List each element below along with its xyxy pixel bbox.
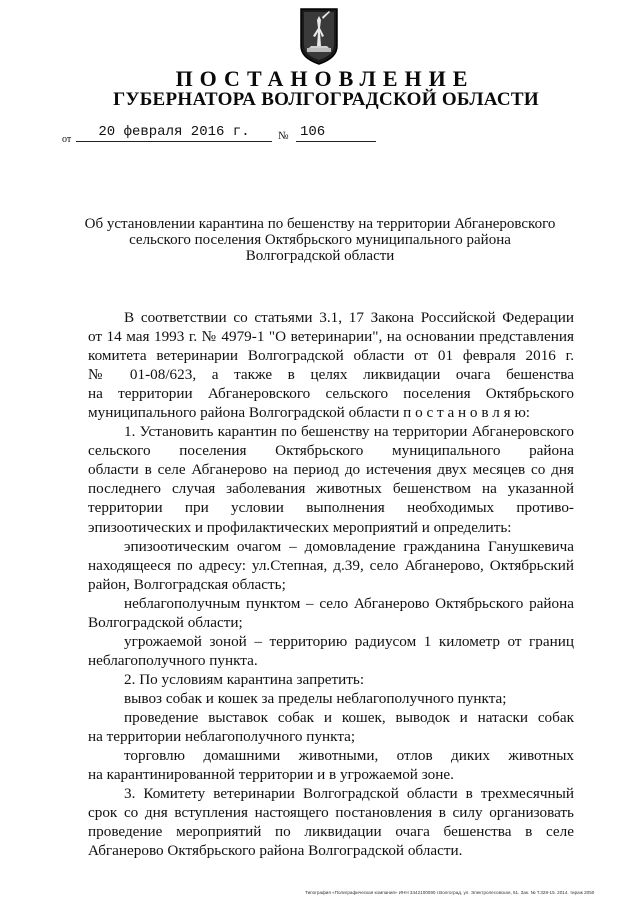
body-line: на территории Абганеровского сельского поселения Октябрьского xyxy=(88,385,574,403)
body-line: сельского поселения Октябрьского муниципального района xyxy=(88,442,574,460)
body-line: 3. Комитету ветеринарии Волгоградской области в трехмесячный xyxy=(124,785,574,803)
body-line: угрожаемой зоной – территорию радиусом 1 километр от границ xyxy=(124,632,574,650)
printer-imprint: Типография «Полиграфическая компания» ИНН 3442100090 г.Волгоград, ул. Электролесовская, 61. Зак. № Т.328-15. 2014. тираж 2050 xyxy=(305,890,595,895)
body-line: от 14 мая 1993 г. № 4979-1 "О ветеринарии", на основании представления xyxy=(88,328,574,346)
body-line: комитета ветеринарии Волгоградской области от 01 февраля 2016 г. xyxy=(88,347,574,365)
body-line: муниципального района Волгоградской области п о с т а н о в л я ю: xyxy=(88,404,531,422)
body-line: эпизоотическим очагом – домовладение гражданина Ганушкевича xyxy=(124,537,574,555)
body-line: торговлю домашними животными, отлов диких животных xyxy=(124,747,574,765)
body-line: территории при условии выполнения необходимых противо- xyxy=(88,499,574,517)
issuing-authority: ГУБЕРНАТОРА ВОЛГОГРАДСКОЙ ОБЛАСТИ xyxy=(113,89,539,110)
body-line: эпизоотических и профилактических мероприятий и определить: xyxy=(88,518,512,536)
body-line: срок со дня вступления настоящего постановления в силу организовать xyxy=(88,804,574,822)
body-line: район, Волгоградская область; xyxy=(88,575,286,593)
title-line: Об установлении карантина по бешенству на территории Абганеровского xyxy=(84,216,556,232)
body-line: вывоз собак и кошек за пределы неблагополучного пункта; xyxy=(124,689,507,707)
document-title xyxy=(62,216,578,264)
document-date: 20 февраля 2016 г. xyxy=(76,124,272,142)
body-line: последнего случая заболевания животных бешенством на указанной xyxy=(88,480,574,498)
date-number-line xyxy=(62,124,382,146)
body-line: проведение выставок собак и кошек, выводок и натаски собак xyxy=(124,708,574,726)
document-number: 106 xyxy=(296,124,376,142)
date-prefix-label: от xyxy=(62,134,72,145)
title-line: Волгоградской области xyxy=(245,248,395,264)
title-line: сельского поселения Октябрьского муниципального района xyxy=(129,232,511,248)
body-line: неблагополучного пункта. xyxy=(88,651,258,669)
body-line: Волгоградской области; xyxy=(88,613,243,631)
body-line: на карантинированной территории и в угрожаемой зоне. xyxy=(88,766,454,784)
body-line: проведение мероприятий по ликвидации очага бешенства в селе xyxy=(88,823,574,841)
body-line: на территории неблагополучного пункта; xyxy=(88,728,356,746)
body-line: области в селе Абганерово на период до истечения двух месяцев со дня xyxy=(88,461,574,479)
body-line: Абганерово Октябрьского района Волгоградской области. xyxy=(88,842,463,860)
body-line: неблагополучным пунктом – село Абганерово Октябрьского района xyxy=(124,594,574,612)
body-line: 2. По условиям карантина запретить: xyxy=(124,670,365,688)
coat-of-arms-emblem xyxy=(298,6,340,66)
document-type-title: ПОСТАНОВЛЕНИЕ xyxy=(175,66,475,91)
body-line: находящееся по адресу: ул.Степная, д.39, село Абганерово, Октябрьский xyxy=(88,556,574,574)
document-body xyxy=(88,308,574,860)
number-sign-label: № xyxy=(278,130,289,142)
body-line: В соответствии со статьями 3.1, 17 Закона Российской Федерации xyxy=(124,309,574,326)
body-line: № 01-08/623, а также в целях ликвидации очага бешенства xyxy=(88,366,574,384)
body-line: 1. Установить карантин по бешенству на территории Абганеровского xyxy=(124,423,574,441)
